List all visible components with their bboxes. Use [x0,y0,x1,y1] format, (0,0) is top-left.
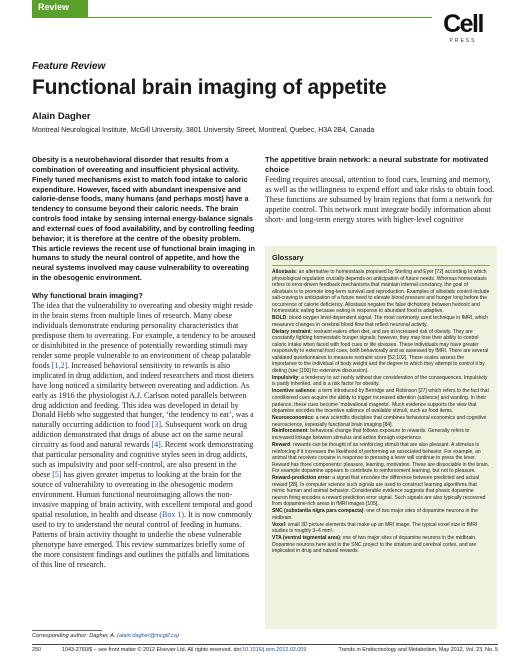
publisher-logo [436,12,490,44]
glossary-definition: : a tendency to act rashly without due consideration of the consequences. Impulsivity is partly inherited, and is a risk factor for obesity. [272,374,488,388]
glossary-entry [272,269,490,315]
citation-link[interactable]: [5] [52,470,62,480]
glossary-definition: : a term introduced by Berridge and Robinson [27] which refers to the fact that conditioned cues acquire the ability to trigger increased attention (salience) and wanting. In their parlance, these cues become ‘motivational magnets’. Much evidence supports the view that dopamine encodes the incentive salience of available stimuli, such as food items. [272,388,489,415]
glossary-definition: : an alternative to homeostasis proposed by Sterling and Eyer [72] according to which physiological regulation crucially depends on anticipation of future needs. Whereas homeostasis refers to error-driven feedback mechanisms that maintain internal constancy, the goal of allostasis is to promote long-term survival and reproduction. Examples of allostatic control include salt-craving in anticipation of a future need to elevate blood pressure and hunger long before the occurrence of calorie deficiency. Allostasis negates the false dichotomy between hedonic and homeostatic eating because eating in response to abundant food is adaptive. [272,269,490,315]
footnote-label: Corresponding author: Dagher, A. [32,633,117,639]
body-text: The idea that the vulnerability to overeating and obesity might reside in the brain stems from multiple lines of research. Many obese individuals demonstrate enduring personality characteristics that predispose them to overeating. For example, a tendency to be aroused or disinhibited in the presence of potentially rewarding stimuli may render some people vulnerable to an environment of cheap palatable foods [32,300,256,370]
copyright-text: 1043-2760/$ – see front matter © 2012 Elsevier Ltd. All rights reserved. doi: [62,647,243,653]
abstract: Obesity is a neurobehavioral disorder that results from a combination of overeating and insufficient physical activity. Finely tuned mechanisms exist to match food intake to caloric expenditure. However, faced with abundant inexpensive and calorie-dense foods, many humans (and perhaps most) have a tendency to consume beyond their caloric needs. The brain controls food intake by sensing internal energy-balance signals and external cues of food availability, and by controlling feeding behavior; it is therefore at the centre of the obesity problem. This article reviews the recent use of functional brain imaging in humans to study the neural control of appetite, and how the neural systems involved may cause vulnerability to overeating in the obesogenic environment. [32,155,256,283]
copyright-doi [62,647,306,653]
body-text: . Increased behavioral sensitivity to rewards is also implicated in drug addiction, and indeed researchers and most dieters have long noticed a similarity between overeating and addiction. As early as 1916 the physiologist A.J. Carlson noted parallels between drug addiction and feeding. This idea was developed in detail by Donald Hebb who suggested that hunger, ‘the tendency to eat’, was a naturally occurring addiction to food [32,360,254,430]
section-tab [32,0,88,17]
glossary-entry [272,535,490,555]
glossary-term: Dietary restraint [272,328,311,335]
footer-rule [32,644,498,645]
author-email-link[interactable]: (alain.dagher@mcgill.ca) [117,633,179,639]
right-column [265,155,497,225]
header-rule [32,17,432,18]
glossary-term: BOLD [272,315,287,322]
glossary-term: Impulsivity [272,374,299,381]
glossary-entry [272,475,490,508]
glossary-term: Reinforcement [272,428,308,435]
glossary-term: VTA (ventral tegmental area) [272,535,340,542]
doi-link[interactable]: 10.1016/j.tem.2012.02.009 [242,647,307,653]
glossary-definition: : restraint eaters often diet, and are at increased risk of obesity. They are constantly fighting homeostatic hunger signals; however, they may lose their ability to control caloric intake when faced with food cues or life stresses. These individuals may have greater responsivity to external food cues, both behaviorally and as assessed by fMRI. There are several validated questionnaires to measure restraint score [52,102]. These scales assess the importance to the individual of body weight and the degree to which they attempt to control it by dieting (see [100] for extensive discussion). [272,328,489,374]
feature-label: Feature Review [32,61,106,72]
glossary-term: Neuroeconomics [272,414,313,421]
author-affiliation: Montreal Neurological Institute, McGill University, 3801 University Street, Montreal, Quebec, H3A 2B4, Canada [32,127,375,134]
body-text: . Recent work demonstrating that particular personality and cognitive styles seen in drug addicts, such as impulsivity and poor self-control, are also present in the obese [32,440,254,480]
glossary-entry [272,388,490,414]
glossary-entry [272,508,490,521]
corresponding-author-note [32,633,179,639]
author-name: Alain Dagher [32,111,91,122]
glossary-term: Reward-prediction error [272,475,330,482]
glossary-definition: : behavioral change that follows exposure to rewards. Generally refers to increased linkage between stimulus and action through experience. [272,428,470,442]
body-text: has given greater impetus to looking at the brain for the source of vulnerability to overeating in the obesogenic modern environment. Human functional neuroimaging allows the non-invasive mapping of brain activity, with excellent temporal and good spatial resolution, in health and disease [32,470,253,519]
box-link[interactable]: (Box 1) [159,509,184,519]
glossary-term: Allostasis [272,269,296,275]
body-text: . Subsequent work on drug addiction demonstrated that drugs of abuse act on the same neural circuitry as food and natural rewards [32,420,248,450]
glossary-entry [272,442,490,475]
glossary-term: SNC (substantia nigra pars compacta) [272,508,364,515]
footnote-rule [32,630,102,631]
logo-word: Cell [443,10,483,38]
glossary-term: Reward [272,441,291,448]
citation-link[interactable]: [3] [151,420,162,430]
section-heading-why-imaging: Why functional brain imaging? [32,290,143,300]
citation-link[interactable]: [4] [151,440,161,450]
glossary-definition: : a new scientific discipline that combines behavioral economics and cognitive neuroscience, especially functional brain imaging [84]. [272,414,487,428]
left-column [32,155,256,570]
body-text: . It is now commonly used to try to understand the neural control of feeding in humans. Patterns of brain activity thought to underlie the obese vulnerable phenotype have emerged. This review summarizes briefly some of the more consistent findings and outlines the pitfalls and limitations of this line of research. [32,509,253,569]
glossary-entry [272,428,490,441]
glossary-box [265,246,497,629]
glossary-term: Incentive salience [272,388,316,395]
glossary-title: Glossary [272,253,490,266]
glossary-entry [272,329,490,375]
glossary-definition: : one of two major sites of dopamine neurons in the midbrain. [272,508,478,521]
glossary-definition: : one of two major sites of dopamine neurons in the midbrain. Dopamine neurons here and in the SNC project to the striatum and cerebral cortex, and are implicated in drug and natural rewards. [272,535,477,555]
section-body-why-imaging [32,301,256,570]
glossary-entry [272,375,490,388]
glossary-entry [272,315,490,328]
logo-subtext: PRESS [449,38,477,44]
glossary-definition: : small 3D picture elements that make up an MRI image. The typical voxel size in fMRI studies is roughly 3–4 mm³. [272,521,478,535]
glossary-term: Voxel [272,521,286,528]
glossary-entry [272,415,490,428]
section-heading-appetitive-network: The appetitive brain network: a neural substrate for motivated choice [265,155,489,174]
glossary-definition: : a signal that encodes the difference between predicted and actual reward [28]. In computer science such signals are used to construct learning algorithms that mimic human and animal behavior. Considerable evidence suggests that phasic dopamine neuron firing encodes a reward prediction error signal. Such signals are also typically recovered from dopamine-rich areas in fMRI images [105]. [272,475,486,508]
article-title: Functional brain imaging of appetite [32,76,387,99]
section-body-appetitive-network: Feeding requires arousal, attention to food cues, learning and memory, as well as the willingness to expend effort and take risks to obtain food. These functions are subsumed by brain regions that form a network for appetite control. This network must integrate bodily information about short- and long-term energy stores with higher-level cognitive [265,175,495,224]
glossary-definition: : rewards can be thought of as reinforcing stimuli that are also pleasant. A stimulus is reinforcing if it increases the likelihood of performing an associated behavior. For example, an animal that receives cocaine in response to pressing a lever will continue to press the lever. Reward has three components: pleasure, learning, motivation. These are dissociable in the brain. For example dopamine appears to contribute to reinforcement learning, but not to pleasure. [272,441,490,475]
glossary-definition: : blood oxygen level-dependent signal. The most commonly used technique in fMRI, which measures changes in cerebral blood flow that reflect neuronal activity. [272,315,488,328]
page-number: 250 [32,647,41,653]
journal-citation: Trends in Endocrinology and Metabolism, May 2012, Vol. 23, No. 5 [338,647,498,653]
citation-link[interactable]: [1,2] [51,360,68,370]
glossary-entry [272,522,490,535]
section-tab-label: Review [38,2,70,12]
